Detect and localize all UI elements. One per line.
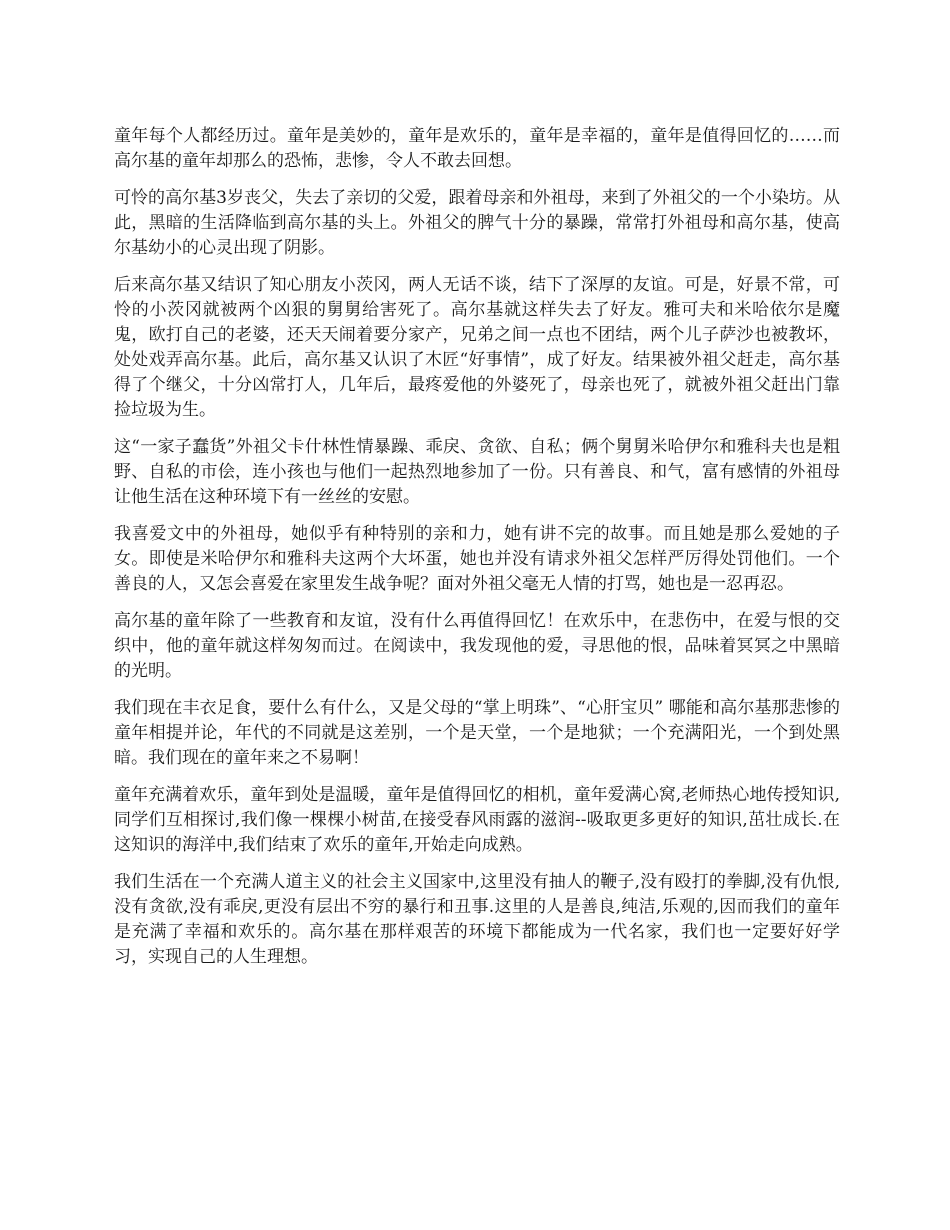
document-body — [114, 124, 840, 982]
paragraph-7: 我们现在丰衣足食，要什么有什么，又是父母的“掌上明珠”、“心肝宝贝” 哪能和高尔基那悲惨的童年相提并论，年代的不同就是这差别，一个是天堂，一个是地狱；一个充满阳光，一个到处黑暗。我们现在的童年来之不易啊！ — [114, 698, 840, 768]
paragraph-6: 高尔基的童年除了一些教育和友谊，没有什么再值得回忆！在欢乐中，在悲伤中，在爱与恨的交织中，他的童年就这样匆匆而过。在阅读中，我发现他的爱，寻思他的恨，品味着冥冥之中黑暗的光明。 — [114, 611, 840, 681]
paragraph-2: 可怜的高尔基3岁丧父，失去了亲切的父爱，跟着母亲和外祖母，来到了外祖父的一个小染坊。从此，黑暗的生活降临到高尔基的头上。外祖父的脾气十分的暴躁，常常打外祖母和高尔基，使高尔基幼小的心灵出现了阴影。 — [114, 188, 840, 258]
paragraph-8: 童年充满着欢乐，童年到处是温暖，童年是值得回忆的相机，童年爱满心窝,老师热心地传授知识,同学们互相探讨,我们像一棵棵小树苗,在接受春风雨露的滋润--吸取更多更好的知识,茁壮成长.在这知识的海洋中,我们结束了欢乐的童年,开始走向成熟。 — [114, 785, 840, 855]
paragraph-9: 我们生活在一个充满人道主义的社会主义国家中,这里没有抽人的鞭子,没有殴打的拳脚,没有仇恨,没有贪欲,没有乖戾,更没有层出不穷的暴行和丑事.这里的人是善良,纯洁,乐观的,因而我们的童年是充满了幸福和欢乐的。高尔基在那样艰苦的环境下都能成为一代名家，我们也一定要好好学习，实现自己的人生理想。 — [114, 872, 840, 967]
paragraph-4: 这“一家子蠢货”外祖父卡什林性情暴躁、乖戾、贪欲、自私；俩个舅舅米哈伊尔和雅科夫也是粗野、自私的市侩，连小孩也与他们一起热烈地参加了一份。只有善良、和气，富有感情的外祖母让他生活在这种环境下有一丝丝的安慰。 — [114, 437, 840, 507]
paragraph-1: 童年每个人都经历过。童年是美妙的，童年是欢乐的，童年是幸福的，童年是值得回忆的……而高尔基的童年却那么的恐怖，悲惨，令人不敢去回想。 — [114, 126, 840, 171]
paragraph-3: 后来高尔基又结识了知心朋友小茨冈，两人无话不谈，结下了深厚的友谊。可是，好景不常，可怜的小茨冈就被两个凶狠的舅舅给害死了。高尔基就这样失去了好友。雅可夫和米哈依尔是魔鬼，欧打自己的老婆，还天天闹着要分家产，兄弟之间一点也不团结，两个儿子萨沙也被教坏，处处戏弄高尔基。此后，高尔基又认识了木匠“好事情”，成了好友。结果被外祖父赶走，高尔基得了个继父，十分凶常打人，几年后，最疼爱他的外婆死了，母亲也死了，就被外祖父赶出门靠捡垃圾为生。 — [114, 275, 840, 420]
paragraph-5: 我喜爱文中的外祖母，她似乎有种特别的亲和力，她有讲不完的故事。而且她是那么爱她的子女。即使是米哈伊尔和雅科夫这两个大坏蛋，她也并没有请求外祖父怎样严厉得处罚他们。一个善良的人，又怎会喜爱在家里发生战争呢？面对外祖父毫无人情的打骂，她也是一忍再忍。 — [114, 524, 840, 594]
